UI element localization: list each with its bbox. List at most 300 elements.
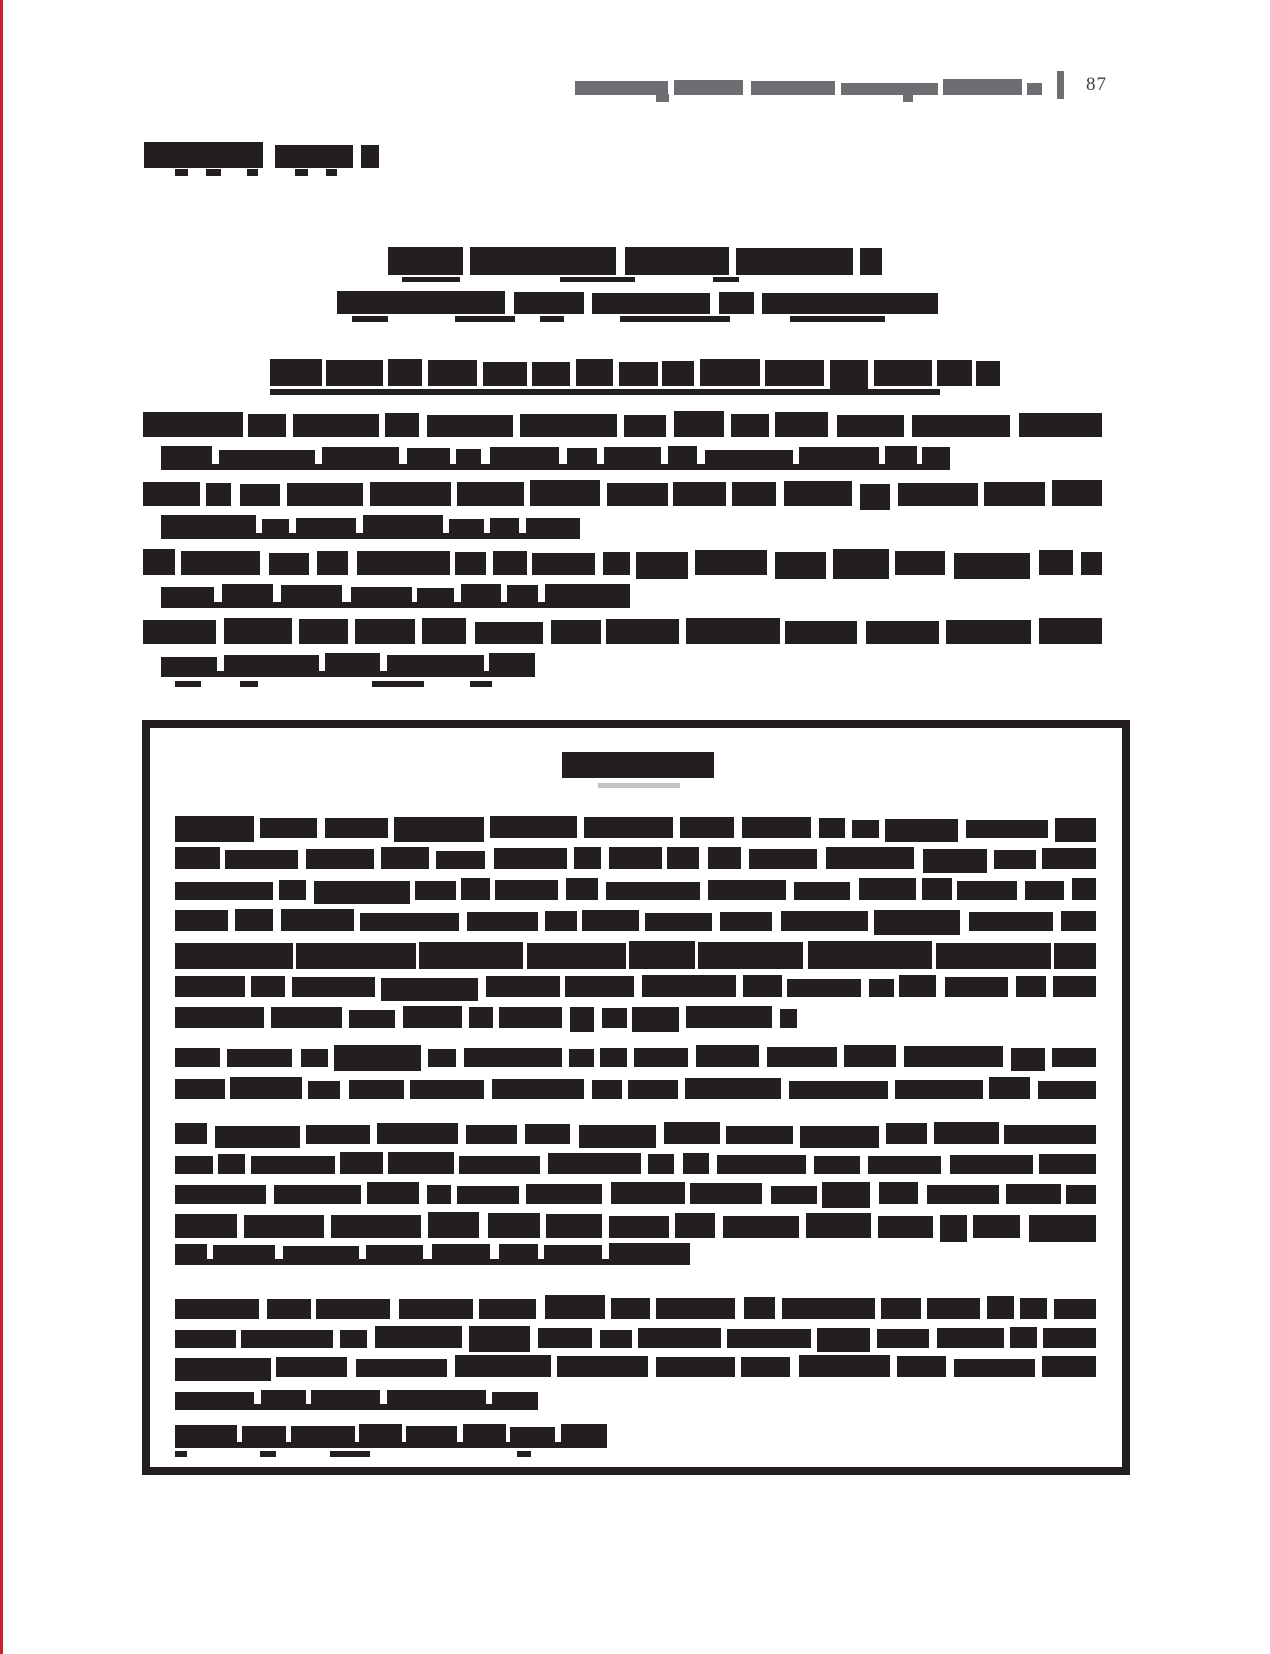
affiliation-1-line-1-segment [385, 413, 419, 437]
article-type-descender-segment [206, 169, 221, 176]
abstract-p2-line-2-segment [349, 1080, 404, 1099]
correspondence-email-redaction-segment [326, 360, 383, 386]
abstract-p4-line-1-segment [267, 1299, 311, 1319]
abstract-p4-line-2-segment [1043, 1328, 1096, 1348]
abstract-p3-line-3-segment [526, 1184, 602, 1204]
abstract-p1-line-5-bold-segment [698, 942, 803, 969]
affiliation-4-line-1-segment [686, 618, 780, 644]
abstract-heading-redaction-segment [562, 752, 714, 778]
abstract-p4-line-1 [175, 1295, 1096, 1319]
abstract-p4-line-2-segment [1010, 1327, 1037, 1348]
abstract-p2-line-2-segment [685, 1078, 781, 1099]
abstract-p1-line-5-bold [175, 941, 1096, 969]
abstract-p1-line-2-segment [494, 848, 567, 869]
running-title-descender-segment [656, 94, 669, 102]
abstract-p4-line-2-segment [638, 1328, 721, 1348]
abstract-p2-line-2 [175, 1077, 1096, 1099]
abstract-p2-line-1-segment [428, 1049, 456, 1067]
affiliation-1-link-underline [161, 464, 950, 470]
affiliation-3-line-1-segment [603, 552, 630, 575]
abstract-p3-line-2-segment [251, 1156, 335, 1174]
title-redaction-segment [736, 248, 853, 275]
abstract-p1-line-7-segment [499, 1007, 562, 1028]
abstract-p1-line-6 [175, 975, 1096, 997]
abstract-url-descender-segment [330, 1451, 370, 1457]
abstract-p1-line-3-segment [1025, 881, 1064, 900]
abstract-p1-line-7-segment [632, 1007, 679, 1032]
affiliation-3-line-1-segment [895, 551, 945, 575]
abstract-p1-line-6-segment [945, 977, 1008, 997]
article-type-descender-segment [247, 169, 258, 176]
affiliation-4-line-1-segment [946, 620, 1031, 644]
affiliation-4-line-1 [143, 618, 1102, 644]
correspondence-email-redaction-segment [619, 362, 658, 386]
authors-redaction-segment [592, 293, 710, 314]
abstract-p1-line-2-segment [609, 847, 662, 869]
abstract-p3-line-4-segment [675, 1213, 715, 1238]
correspondence-email-redaction-segment [483, 362, 527, 386]
correspondence-email-redaction-segment [270, 359, 322, 386]
affiliation-4-line-1-segment [475, 622, 543, 644]
running-title-redaction-segment [751, 81, 835, 95]
running-title-redaction-segment [943, 79, 1022, 95]
abstract-p1-line-3-segment [859, 878, 916, 900]
abstract-p4-line-3-segment [1042, 1356, 1096, 1377]
abstract-p3-line-3-segment [1006, 1184, 1061, 1204]
affiliation-1-line-1-segment [674, 411, 724, 437]
authors-redaction-segment [337, 291, 505, 314]
header-divider-bar [1057, 71, 1064, 99]
affiliation-2-line-1-segment [732, 482, 776, 506]
abstract-p2-line-1-segment [227, 1049, 292, 1067]
abstract-p4-line-2-segment [817, 1328, 870, 1352]
authors-redaction-segment [514, 292, 584, 314]
abstract-p1-line-5-bold-segment [527, 943, 626, 969]
abstract-p2-line-1-segment [1011, 1048, 1045, 1071]
affiliation-1-link[interactable] [161, 446, 950, 470]
abstract-p1-line-1-segment [1055, 818, 1096, 842]
abstract-url-redaction[interactable] [175, 1424, 607, 1448]
abstract-p1-line-4-segment [720, 912, 772, 931]
article-type-descender [295, 169, 308, 176]
abstract-p2-line-2-segment [989, 1077, 1030, 1099]
article-type-descender [206, 169, 221, 176]
abstract-p1-line-3-segment [495, 880, 558, 900]
running-title-redaction [575, 79, 1042, 95]
affiliation-3-line-1-segment [833, 549, 889, 579]
abstract-p3-line-4-segment [609, 1216, 669, 1238]
correspondence-email-redaction-segment [976, 361, 1000, 386]
article-type-redaction [144, 142, 379, 168]
abstract-p1-line-1-segment [325, 818, 388, 838]
abstract-url-descender-segment [260, 1451, 276, 1457]
affiliation-4-line-1-segment [606, 619, 679, 644]
abstract-p3-line-2-segment [459, 1156, 540, 1174]
correspondence-email-redaction[interactable] [270, 359, 1000, 386]
abstract-p1-line-3-segment [708, 880, 786, 900]
abstract-p1-line-2-segment [749, 849, 817, 869]
abstract-p1-line-6-segment [381, 978, 478, 1001]
affiliation-3-line-1-segment [1081, 552, 1102, 575]
abstract-p1-line-4-segment [467, 912, 538, 931]
abstract-p3-line-4-segment [723, 1216, 799, 1238]
abstract-p1-line-5-bold-segment [808, 941, 932, 969]
abstract-p3-line-3-segment [690, 1183, 762, 1204]
abstract-p1-line-1-segment [819, 818, 845, 838]
abstract-p3-line-2-segment [175, 1156, 213, 1174]
abstract-p1-line-6-segment [251, 976, 285, 997]
abstract-p1-line-5-bold-segment [1054, 943, 1096, 969]
abstract-p4-line-2-segment [727, 1329, 811, 1348]
affiliation-1-line-1-segment [837, 415, 904, 437]
abstract-p3-line-2-segment [814, 1156, 860, 1174]
correspondence-email-redaction-segment [388, 359, 422, 386]
affiliation-3-line-1-segment [269, 553, 309, 575]
abstract-p1-line-2-segment [994, 850, 1036, 869]
abstract-p1-line-7-segment [175, 1007, 264, 1028]
abstract-p3-line-4-segment [244, 1215, 324, 1238]
affiliation-3-line-1-segment [954, 553, 1030, 579]
affiliation-2-line-1-segment [607, 483, 668, 506]
abstract-p4-line-2-segment [538, 1328, 592, 1348]
article-type-descender [326, 169, 337, 176]
abstract-p1-line-4-segment [1061, 911, 1096, 931]
abstract-p1-line-5-bold-segment [936, 943, 1051, 969]
abstract-p1-line-3-segment [314, 881, 410, 904]
affiliation-4-line-1-segment [355, 619, 415, 644]
abstract-p1-line-1-segment [490, 816, 577, 838]
abstract-p3-line-3-segment [611, 1182, 685, 1204]
affiliation-1-line-1-segment [775, 412, 828, 437]
abstract-p4-line-3 [175, 1355, 1096, 1377]
abstract-p2-line-2-segment [230, 1077, 302, 1099]
affiliation-2-line-1 [143, 480, 1102, 506]
abstract-p1-line-4 [175, 909, 1096, 931]
abstract-p4-line-2-segment [469, 1326, 530, 1352]
correspondence-underline-segment [270, 389, 940, 395]
article-type-descender-segment [326, 169, 337, 176]
abstract-p4-line-3-segment [954, 1359, 1035, 1377]
abstract-p4-line-3-segment [557, 1356, 648, 1377]
abstract-p3-line-4-segment [878, 1216, 933, 1238]
abstract-p4-line-1-segment [744, 1297, 775, 1319]
correspondence-email-redaction-segment [700, 359, 760, 386]
abstract-p4-line-1-segment [399, 1299, 473, 1319]
scan-edge-red-line [0, 0, 3, 1654]
affiliation-2-line-1-segment [206, 483, 231, 506]
article-type-descender-segment [175, 169, 188, 176]
abstract-p1-line-4-segment [281, 909, 354, 931]
abstract-p2-line-2-segment [175, 1079, 225, 1099]
abstract-p1-line-6-segment [899, 975, 936, 997]
title-redaction-segment [470, 247, 616, 275]
abstract-p1-line-3-segment [1072, 878, 1096, 900]
abstract-p3-line-4-segment [1029, 1215, 1096, 1242]
abstract-url-descender [260, 1451, 276, 1457]
abstract-p1-line-7-segment [570, 1007, 594, 1032]
affiliation-2-line-1-segment [370, 482, 451, 506]
correspondence-email-redaction-segment [830, 360, 868, 390]
abstract-p3-line-3-segment [771, 1186, 817, 1204]
affiliation-3-line-1-segment [775, 552, 826, 579]
affiliation-4-line-1-segment [785, 621, 857, 644]
abstract-p1-line-2 [175, 847, 1096, 869]
affiliation-descender-segment [240, 681, 258, 687]
correspondence-underline[interactable] [270, 389, 940, 395]
abstract-p3-line-1-segment [1004, 1125, 1096, 1144]
affiliation-2-line-1-segment [143, 482, 200, 506]
abstract-p4-line-1-segment [656, 1298, 735, 1319]
abstract-p1-line-5-bold-segment [296, 943, 416, 969]
abstract-p3-link[interactable] [175, 1243, 690, 1265]
abstract-p4-line-1-segment [316, 1299, 390, 1319]
correspondence-email-redaction-segment [532, 362, 570, 386]
abstract-url-descender-segment [517, 1451, 531, 1457]
affiliation-descender-segment [372, 681, 424, 687]
abstract-p1-line-3-segment [957, 881, 1017, 900]
abstract-p2-line-1-segment [904, 1046, 1003, 1067]
authors-redaction-segment [719, 292, 754, 314]
abstract-p4-line-2-segment [375, 1326, 462, 1348]
abstract-p1-line-5-bold-segment [175, 943, 293, 969]
article-type-descender [175, 169, 188, 176]
title-redaction-segment [625, 247, 729, 275]
abstract-p4-line-1-segment [545, 1295, 605, 1319]
abstract-p1-line-7-segment [349, 1010, 395, 1028]
abstract-p3-line-1-segment [800, 1126, 879, 1148]
abstract-p2-line-1-segment [569, 1049, 594, 1067]
authors-superscript-residue-segment [352, 316, 388, 322]
abstract-p1-line-2-segment [1042, 848, 1096, 869]
authors-superscript-residue [790, 316, 885, 322]
abstract-heading-redaction [562, 752, 714, 778]
abstract-p3-line-3 [175, 1182, 1096, 1204]
abstract-p4-line-1-segment [1054, 1299, 1096, 1319]
affiliation-4-line-1-segment [299, 619, 348, 644]
correspondence-email-redaction-segment [765, 360, 824, 386]
affiliation-2-link[interactable] [161, 515, 580, 539]
abstract-p1-line-7-segment [602, 1008, 627, 1028]
abstract-p1-line-7-segment [686, 1006, 772, 1028]
abstract-p1-line-6-segment [642, 975, 736, 997]
abstract-p4-line-1-segment [881, 1298, 921, 1319]
title-redaction [388, 247, 882, 275]
abstract-p1-line-6-segment [1053, 976, 1096, 997]
abstract-p2-line-1-segment [301, 1049, 328, 1067]
abstract-p4-line-1-segment [479, 1299, 536, 1319]
affiliation-3-link[interactable] [161, 584, 630, 608]
affiliation-4-line-1-segment [143, 620, 216, 644]
abstract-url-descender-segment [175, 1451, 187, 1457]
abstract-p1-line-5-bold-segment [629, 941, 695, 969]
affiliation-3-line-1-segment [143, 549, 175, 575]
affiliation-1-line-1-segment [731, 414, 769, 437]
abstract-p1-line-3-segment [175, 882, 273, 900]
abstract-p1-line-1-segment [852, 820, 879, 838]
abstract-p1-line-2-segment [923, 849, 987, 873]
affiliation-3-line-1 [143, 549, 1102, 575]
affiliation-descender-segment [175, 681, 201, 687]
abstract-p3-line-1-segment [664, 1122, 720, 1144]
abstract-p4-line-1-segment [782, 1298, 875, 1319]
abstract-p1-line-4-segment [360, 913, 459, 931]
correspondence-email-redaction-segment [428, 360, 477, 386]
abstract-p1-line-2-segment [574, 847, 601, 869]
authors-redaction [337, 290, 938, 314]
abstract-p3-line-1-segment [579, 1125, 656, 1148]
title-descender [560, 277, 635, 282]
abstract-p3-line-1-segment [215, 1126, 300, 1148]
abstract-p1-line-2-segment [306, 849, 374, 869]
abstract-p1-line-3-segment [461, 878, 490, 900]
abstract-p1-line-4-segment [969, 912, 1053, 931]
abstract-p1-line-3-segment [566, 878, 598, 900]
abstract-p3-line-1-segment [886, 1123, 927, 1144]
abstract-p4-link-underline [175, 1404, 538, 1410]
abstract-p4-line-2-segment [937, 1328, 1004, 1348]
authors-superscript-residue [620, 316, 730, 322]
abstract-p3-line-4-segment [973, 1215, 1020, 1238]
abstract-p3-line-4-segment [175, 1214, 237, 1238]
correspondence-email-redaction-segment [937, 360, 972, 386]
abstract-p1-line-4-segment [874, 910, 960, 935]
page-number: 87 [1086, 74, 1107, 95]
authors-superscript-residue [540, 316, 564, 322]
affiliation-4-link[interactable] [161, 653, 535, 677]
abstract-p1-line-3-segment [279, 880, 306, 900]
abstract-p3-line-2-segment [1039, 1154, 1096, 1174]
running-title-redaction-segment [1027, 83, 1042, 95]
abstract-p3-line-3-segment [1066, 1185, 1096, 1204]
abstract-p3-line-1 [175, 1122, 1096, 1144]
abstract-p4-line-1-segment [1020, 1298, 1047, 1319]
abstract-p3-line-1-segment [726, 1126, 793, 1144]
abstract-p3-line-3-segment [822, 1182, 870, 1208]
authors-superscript-residue [352, 316, 388, 322]
abstract-p3-line-2-segment [868, 1156, 941, 1174]
abstract-p3-line-2-segment [388, 1152, 454, 1174]
affiliation-4-line-1-segment [224, 618, 292, 644]
affiliation-1-line-1 [143, 411, 1102, 437]
title-descender [713, 277, 739, 282]
abstract-p1-line-5-bold-segment [419, 942, 523, 969]
abstract-p2-line-2-segment [628, 1080, 678, 1099]
abstract-p1-line-3 [175, 878, 1096, 900]
affiliation-2-line-1-segment [860, 484, 890, 510]
abstract-p2-line-2-segment [789, 1081, 888, 1099]
affiliation-3-line-1-segment [357, 551, 450, 575]
abstract-p2-line-1-segment [600, 1048, 627, 1067]
running-title-redaction-segment [841, 83, 938, 95]
abstract-p4-line-3-segment [455, 1355, 551, 1377]
abstract-p3-line-2-segment [648, 1154, 674, 1174]
abstract-p1-line-6-segment [175, 976, 245, 997]
abstract-p3-line-1-segment [525, 1124, 570, 1144]
abstract-p1-line-2-segment [381, 847, 429, 869]
affiliation-descender-segment [470, 681, 492, 687]
affiliation-1-line-1-segment [624, 415, 666, 437]
abstract-p1-line-2-segment [436, 851, 485, 869]
abstract-p1-line-6-segment [1016, 976, 1046, 997]
abstract-p3-line-2-segment [683, 1153, 709, 1174]
abstract-p3-line-2 [175, 1152, 1096, 1174]
affiliation-2-line-1-segment [673, 482, 726, 506]
abstract-p3-line-4-segment [546, 1214, 602, 1238]
affiliation-3-line-1-segment [455, 552, 486, 575]
abstract-p1-line-7-segment [271, 1007, 342, 1028]
abstract-p1-line-4-segment [175, 910, 228, 931]
abstract-p2-line-2-segment [410, 1080, 484, 1099]
abstract-p4-line-2-segment [877, 1329, 929, 1348]
affiliation-2-line-1-segment [898, 483, 978, 506]
authors-superscript-residue-segment [455, 316, 515, 322]
running-title-descender [656, 94, 669, 102]
abstract-p3-line-2-segment [717, 1155, 806, 1174]
abstract-p2-line-1-segment [334, 1045, 421, 1071]
affiliation-1-line-1-segment [1019, 413, 1102, 437]
abstract-p1-line-4-segment [781, 911, 868, 931]
abstract-url-descender [517, 1451, 531, 1457]
abstract-p1-line-3-segment [794, 882, 850, 900]
abstract-p4-line-3-segment [276, 1357, 347, 1377]
affiliation-4-line-1-segment [551, 620, 601, 644]
affiliation-2-link-underline [161, 533, 580, 539]
abstract-p3-line-4-segment [331, 1215, 421, 1238]
abstract-p3-line-2-segment [548, 1153, 641, 1174]
abstract-p3-line-4-segment [488, 1213, 540, 1238]
abstract-p4-line-3-segment [175, 1358, 271, 1381]
abstract-url-descender [175, 1451, 187, 1457]
affiliation-1-line-1-segment [520, 414, 617, 437]
abstract-p4-link[interactable] [175, 1388, 538, 1410]
affiliation-1-line-1-segment [248, 414, 286, 437]
affiliation-1-line-1-segment [912, 415, 1010, 437]
abstract-p2-line-2-segment [592, 1080, 622, 1099]
abstract-p2-line-1-segment [844, 1045, 896, 1067]
abstract-p4-line-1-segment [987, 1296, 1014, 1319]
abstract-p4-line-2-segment [241, 1330, 333, 1348]
abstract-p4-line-1-segment [611, 1298, 650, 1319]
abstract-p1-line-2-segment [708, 847, 741, 869]
abstract-p3-line-1-segment [377, 1123, 458, 1144]
abstract-p3-line-1-segment [175, 1123, 207, 1144]
title-descender-segment [560, 277, 635, 282]
affiliation-3-line-1-segment [493, 551, 527, 575]
affiliation-3-line-1-segment [695, 550, 767, 575]
abstract-p4-line-2 [175, 1326, 1096, 1348]
affiliation-descender [240, 681, 258, 687]
abstract-p2-line-1-segment [464, 1048, 562, 1067]
abstract-p3-line-3-segment [427, 1185, 451, 1204]
affiliation-2-line-1-segment [530, 480, 600, 506]
abstract-p3-line-4-segment [806, 1213, 871, 1238]
affiliation-descender [372, 681, 424, 687]
abstract-p1-line-3-segment [922, 878, 952, 900]
affiliation-1-line-1-segment [143, 412, 243, 437]
correspondence-email-redaction-segment [662, 361, 694, 386]
abstract-p1-line-2-segment [826, 847, 914, 869]
affiliation-2-line-1-segment [1052, 480, 1102, 506]
abstract-p4-line-1-segment [927, 1298, 980, 1319]
title-redaction-segment [388, 247, 463, 275]
correspondence-email-redaction-segment [874, 360, 932, 386]
abstract-p1-line-6-segment [869, 979, 894, 997]
abstract-p4-line-3-segment [356, 1359, 447, 1377]
affiliation-2-line-1-segment [784, 481, 852, 506]
abstract-p4-line-2-segment [600, 1330, 632, 1348]
abstract-p2-line-2-segment [308, 1081, 340, 1099]
abstract-p2-line-1-segment [696, 1045, 759, 1067]
